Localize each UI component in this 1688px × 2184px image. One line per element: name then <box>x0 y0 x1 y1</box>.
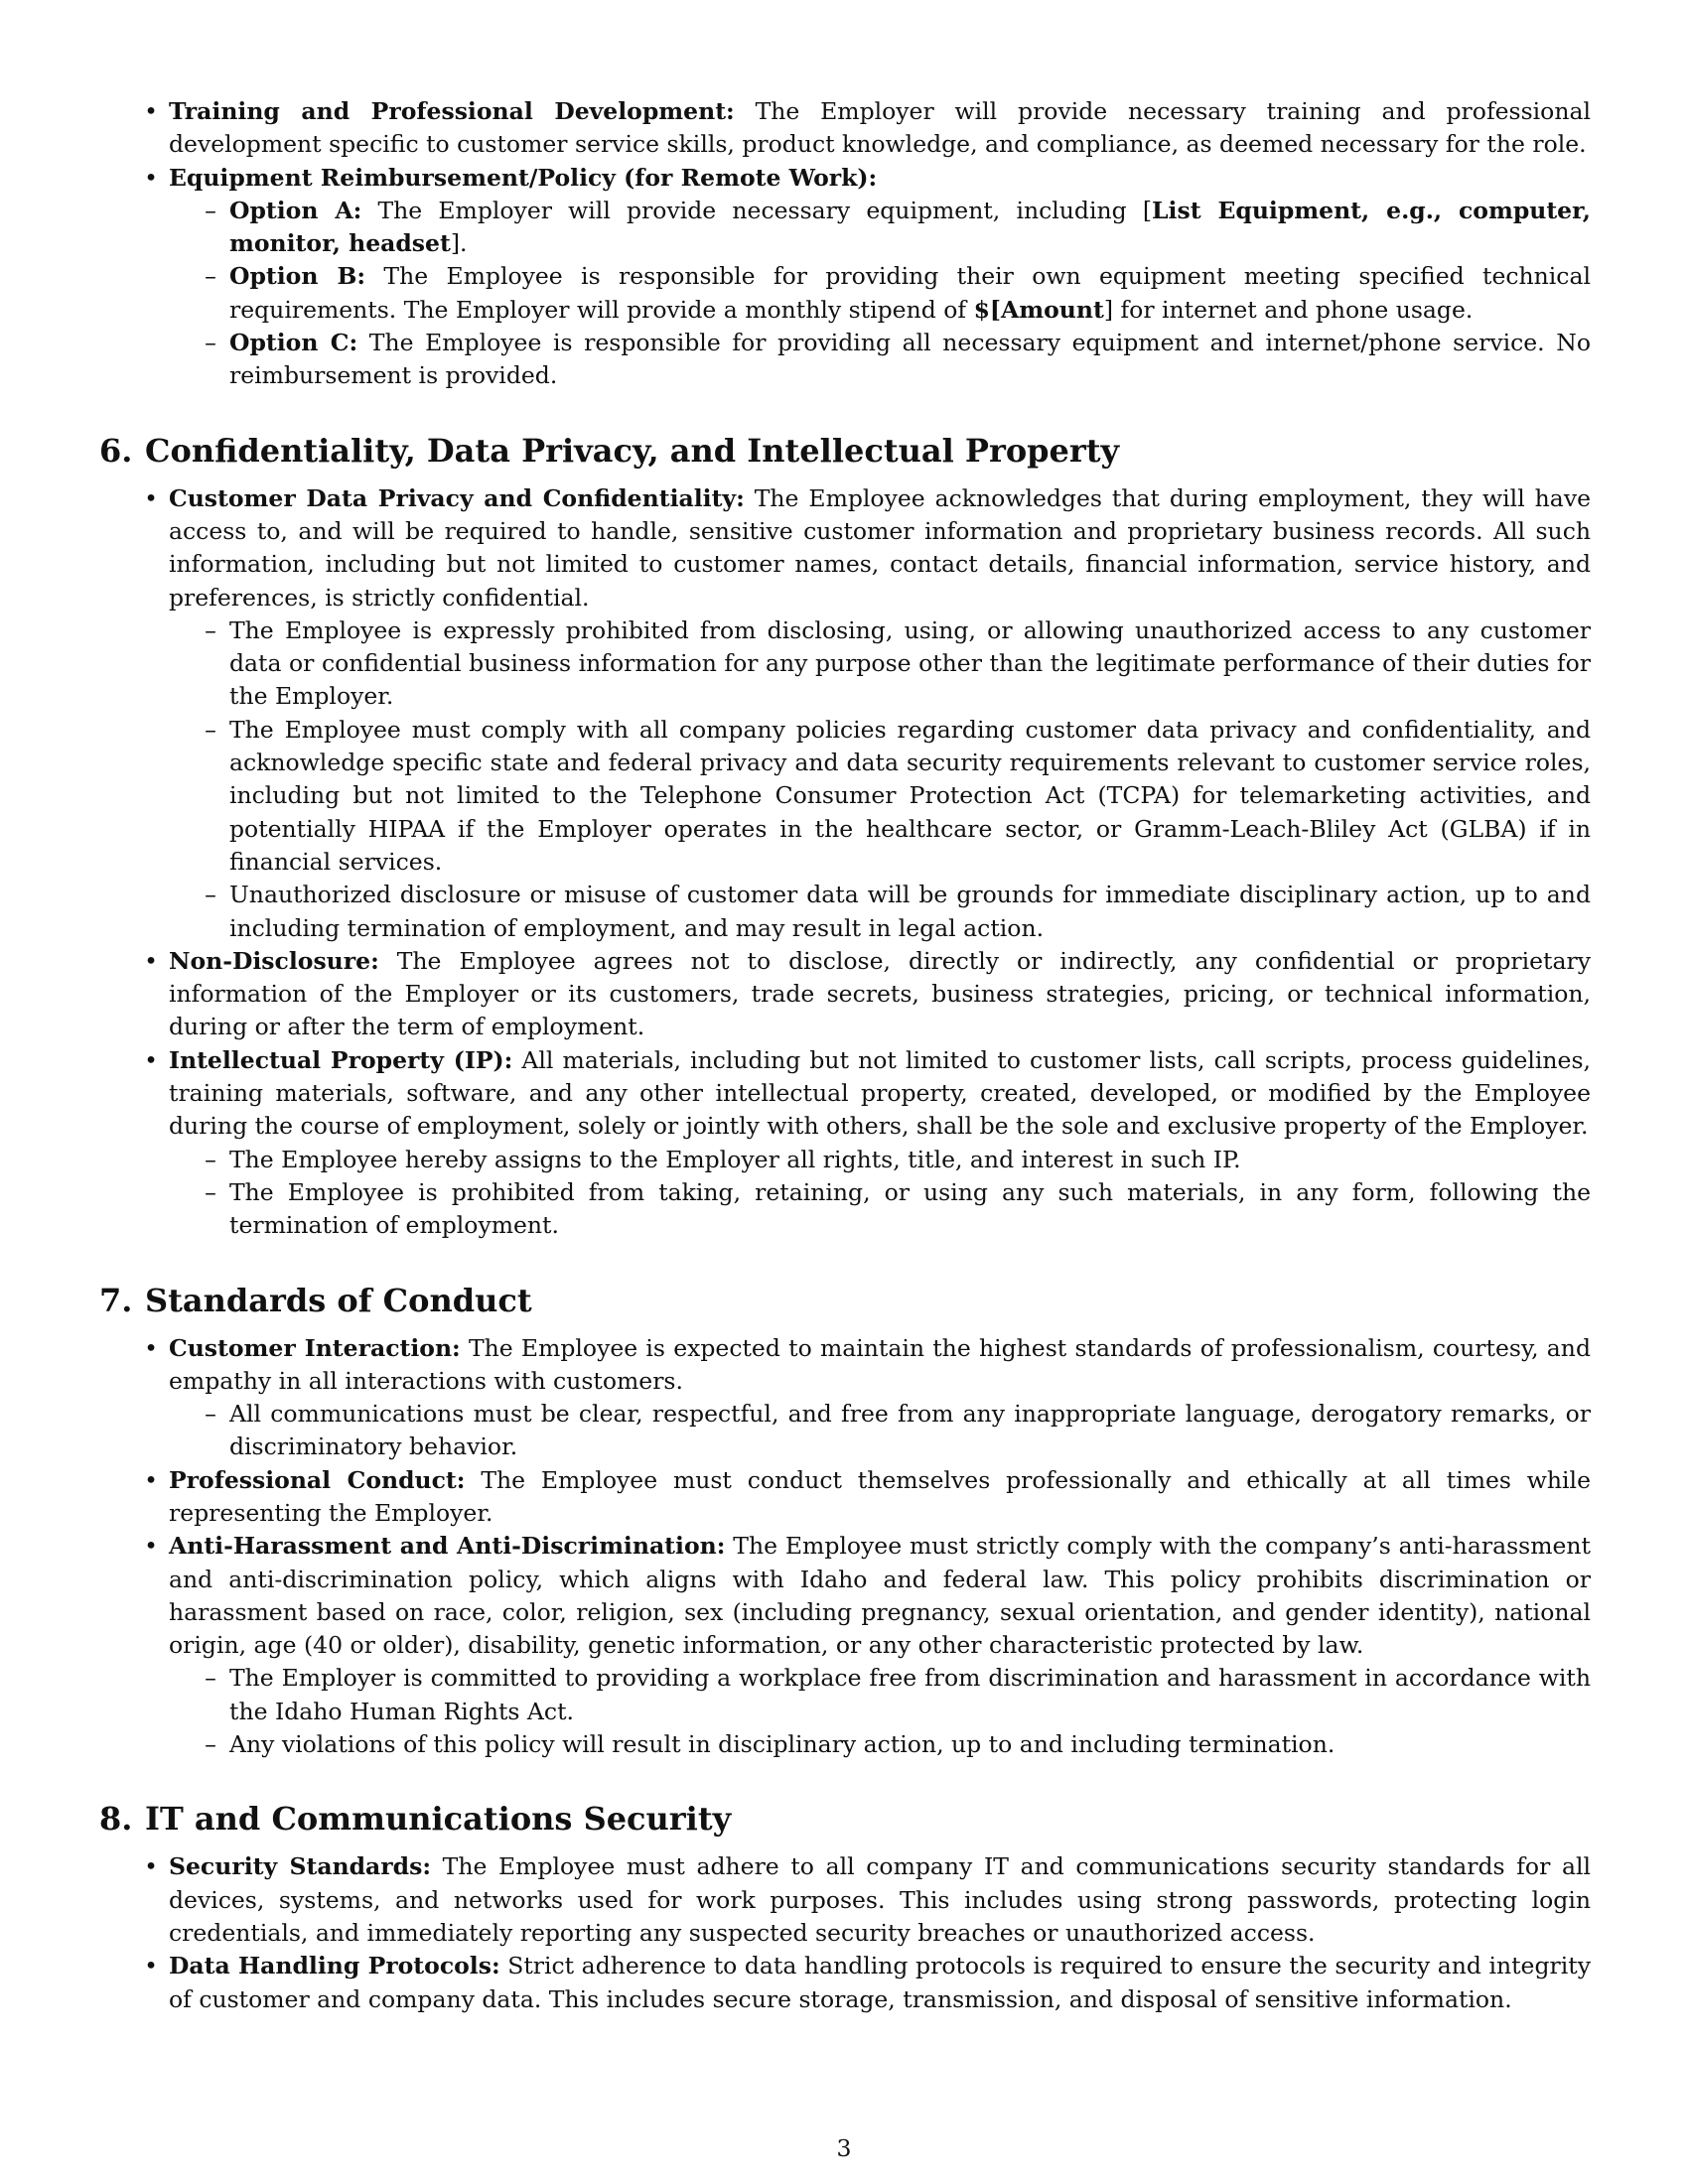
item-label: Customer Data Privacy and Confidentiality: <box>169 483 745 512</box>
list-item <box>205 1662 1591 1728</box>
list-item <box>144 945 1591 1044</box>
section-6-heading <box>99 431 1591 471</box>
list-item <box>144 1950 1591 2016</box>
list-item <box>144 162 1591 393</box>
option-placeholder: List Equipment, e.g., computer, monitor, headset <box>229 196 1591 258</box>
bullet-icon: • <box>144 163 158 192</box>
section-number: 7. <box>99 1281 133 1319</box>
sub-item-text: The Employee hereby assigns to the Employer all rights, title, and interest in such IP. <box>229 1145 1241 1173</box>
bullet-icon: • <box>144 1532 158 1561</box>
item-text: The Employee acknowledges that during employment, they will have access to, and will be required to handle, sensitive customer information and proprietary business records. All such information, including but not limited to customer names, contact details, financial information, service history, and preferences, is strictly confidential. <box>169 483 1591 612</box>
bullet-icon: • <box>144 1465 158 1494</box>
item-text: The Employee agrees not to disclose, directly or indirectly, any confidential or proprietary information of the Employer or its customers, trade secrets, business strategies, pricing, or technical information, during or after the term of employment. <box>169 946 1591 1041</box>
section-title: Standards of Conduct <box>145 1281 532 1319</box>
item-label: Intellectual Property (IP): <box>169 1045 513 1074</box>
item-label: Training and Professional Development: <box>169 97 735 125</box>
section-8-list <box>99 1850 1591 2015</box>
list-item <box>144 482 1591 945</box>
item-label: Data Handling Protocols: <box>169 1952 500 1980</box>
item-label: Customer Interaction: <box>169 1333 461 1362</box>
list-item <box>144 1850 1591 1950</box>
sub-item-text: The Employee is expressly prohibited from disclosing, using, or allowing unauthorized access to any customer data or confidential business information for any purpose other than the legitimate performance of their duties for the Employer. <box>229 615 1591 711</box>
dash-icon: – <box>205 715 216 744</box>
item-text: The Employee must strictly comply with the company’s anti-harassment and anti-discrimination policy, which aligns with Idaho and federal law. This policy prohibits discrimination or harassment based on race, color, religion, sex (including pregnancy, sexual orientation, and gender identity), national origin, age (40 or older), disability, genetic information, or any other characteristic protected by law. <box>169 1532 1591 1660</box>
sub-item-text: Any violations of this policy will result in disciplinary action, up to and including termination. <box>229 1730 1336 1759</box>
page-number: 3 <box>836 2134 852 2162</box>
section-8-heading <box>99 1799 1591 1839</box>
list-item <box>144 1530 1591 1761</box>
sub-list <box>169 1144 1591 1243</box>
sub-item-text: All communications must be clear, respectful, and free from any inappropriate language, derogatory remarks, or discriminatory behavior. <box>229 1400 1591 1461</box>
list-item <box>144 1464 1591 1531</box>
dash-icon: – <box>205 329 216 357</box>
dash-icon: – <box>205 196 216 224</box>
sub-item-text: Unauthorized disclosure or misuse of customer data will be grounds for immediate disciplinary action, up to and including termination of employment, and may result in legal action. <box>229 881 1591 942</box>
section-title: Confidentiality, Data Privacy, and Intellectual Property <box>145 431 1120 470</box>
option-text-end: ] for internet and phone usage. <box>1103 295 1474 324</box>
section-7-list <box>99 1332 1591 1762</box>
bullet-icon: • <box>144 1045 158 1074</box>
sub-item-text: The Employer is committed to providing a workplace free from discrimination and harassment in accordance with the Idaho Human Rights Act. <box>229 1664 1591 1725</box>
list-item <box>205 1728 1591 1761</box>
dash-icon: – <box>205 262 216 291</box>
bullet-icon: • <box>144 946 158 975</box>
list-item <box>205 1144 1591 1176</box>
section-6-list <box>99 482 1591 1243</box>
section-title: IT and Communications Security <box>145 1800 732 1839</box>
equipment-options-list <box>169 195 1591 393</box>
item-text: The Employer will provide necessary training and professional development specific to customer service skills, product knowledge, and compliance, as deemed necessary for the role. <box>169 97 1591 159</box>
dash-icon: – <box>205 1177 216 1206</box>
dash-icon: – <box>205 1664 216 1693</box>
item-label: Equipment Reimbursement/Policy (for Remote Work): <box>169 163 878 192</box>
sub-list <box>169 1398 1591 1464</box>
section-number: 6. <box>99 431 133 470</box>
list-item <box>205 1176 1591 1243</box>
item-text: Strict adherence to data handling protocols is required to ensure the security and integrity of customer and company data. This includes secure storage, transmission, and disposal of sensitive information. <box>169 1952 1591 2013</box>
sub-list <box>169 1662 1591 1761</box>
list-item <box>144 1044 1591 1243</box>
list-item <box>205 714 1591 879</box>
item-label: Non-Disclosure: <box>169 946 379 975</box>
bullet-icon: • <box>144 97 158 125</box>
list-item <box>205 260 1591 327</box>
option-text: The Employee is responsible for providing all necessary equipment and internet/phone service. No reimbursement is provided. <box>229 329 1591 390</box>
item-text: The Employee must adhere to all company IT and communications security standards for all devices, systems, and networks used for work purposes. This includes using strong passwords, protecting login credentials, and immediately reporting any suspected security breaches or unauthorized access. <box>169 1852 1591 1947</box>
dash-icon: – <box>205 1400 216 1429</box>
option-label: Option C: <box>229 329 358 357</box>
item-text: The Employee must conduct themselves professionally and ethically at all times while representing the Employer. <box>169 1465 1591 1527</box>
item-label: Security Standards: <box>169 1852 432 1881</box>
bullet-icon: • <box>144 1333 158 1362</box>
sub-item-text: The Employee is prohibited from taking, retaining, or using any such materials, in any form, following the termination of employment. <box>229 1177 1591 1240</box>
section-5-continued-list <box>99 95 1591 393</box>
option-text: The Employee is responsible for providing their own equipment meeting specified technical requirements. The Employer will provide a monthly stipend of <box>229 262 1591 324</box>
dash-icon: – <box>205 1145 216 1173</box>
item-label: Professional Conduct: <box>169 1465 466 1494</box>
document-content <box>99 95 1591 2016</box>
bullet-icon: • <box>144 1952 158 1980</box>
item-text: All materials, including but not limited to customer lists, call scripts, process guidelines, training materials, software, and any other intellectual property, created, developed, or modified by the Employee during the course of employment, solely or jointly with others, shall be the sole and exclusive property of the Employer. <box>169 1045 1591 1141</box>
item-text: The Employee is expected to maintain the highest standards of professionalism, courtesy, and empathy in all interactions with customers. <box>169 1333 1591 1395</box>
sub-item-text: The Employee must comply with all company policies regarding customer data privacy and confidentiality, and acknowledge specific state and federal privacy and data security requirements relevant to customer service roles, including but not limited to the Telephone Consumer Protection Act (TCPA) for telemarketing activities, and potentially HIPAA if the Employer operates in the healthcare sector, or Gramm-Leach-Bliley Act (GLBA) if in financial services. <box>229 715 1591 876</box>
option-text-end: ]. <box>450 229 468 258</box>
list-item <box>205 1398 1591 1464</box>
document-page <box>99 95 1591 2016</box>
section-number: 8. <box>99 1800 133 1839</box>
list-item <box>144 95 1591 162</box>
list-item <box>205 879 1591 945</box>
bullet-icon: • <box>144 1852 158 1881</box>
list-item <box>205 195 1591 261</box>
option-label: Option B: <box>229 262 366 291</box>
list-item <box>205 327 1591 393</box>
list-item <box>144 1332 1591 1464</box>
dash-icon: – <box>205 615 216 644</box>
section-7-heading <box>99 1281 1591 1320</box>
bullet-icon: • <box>144 483 158 512</box>
dash-icon: – <box>205 881 216 909</box>
list-item <box>205 614 1591 714</box>
item-label: Anti-Harassment and Anti-Discrimination: <box>169 1532 726 1561</box>
dash-icon: – <box>205 1730 216 1759</box>
option-text: The Employer will provide necessary equipment, including [ <box>377 196 1153 224</box>
option-placeholder: $[Amount <box>973 295 1104 324</box>
sub-list <box>169 614 1591 945</box>
option-label: Option A: <box>229 196 362 224</box>
